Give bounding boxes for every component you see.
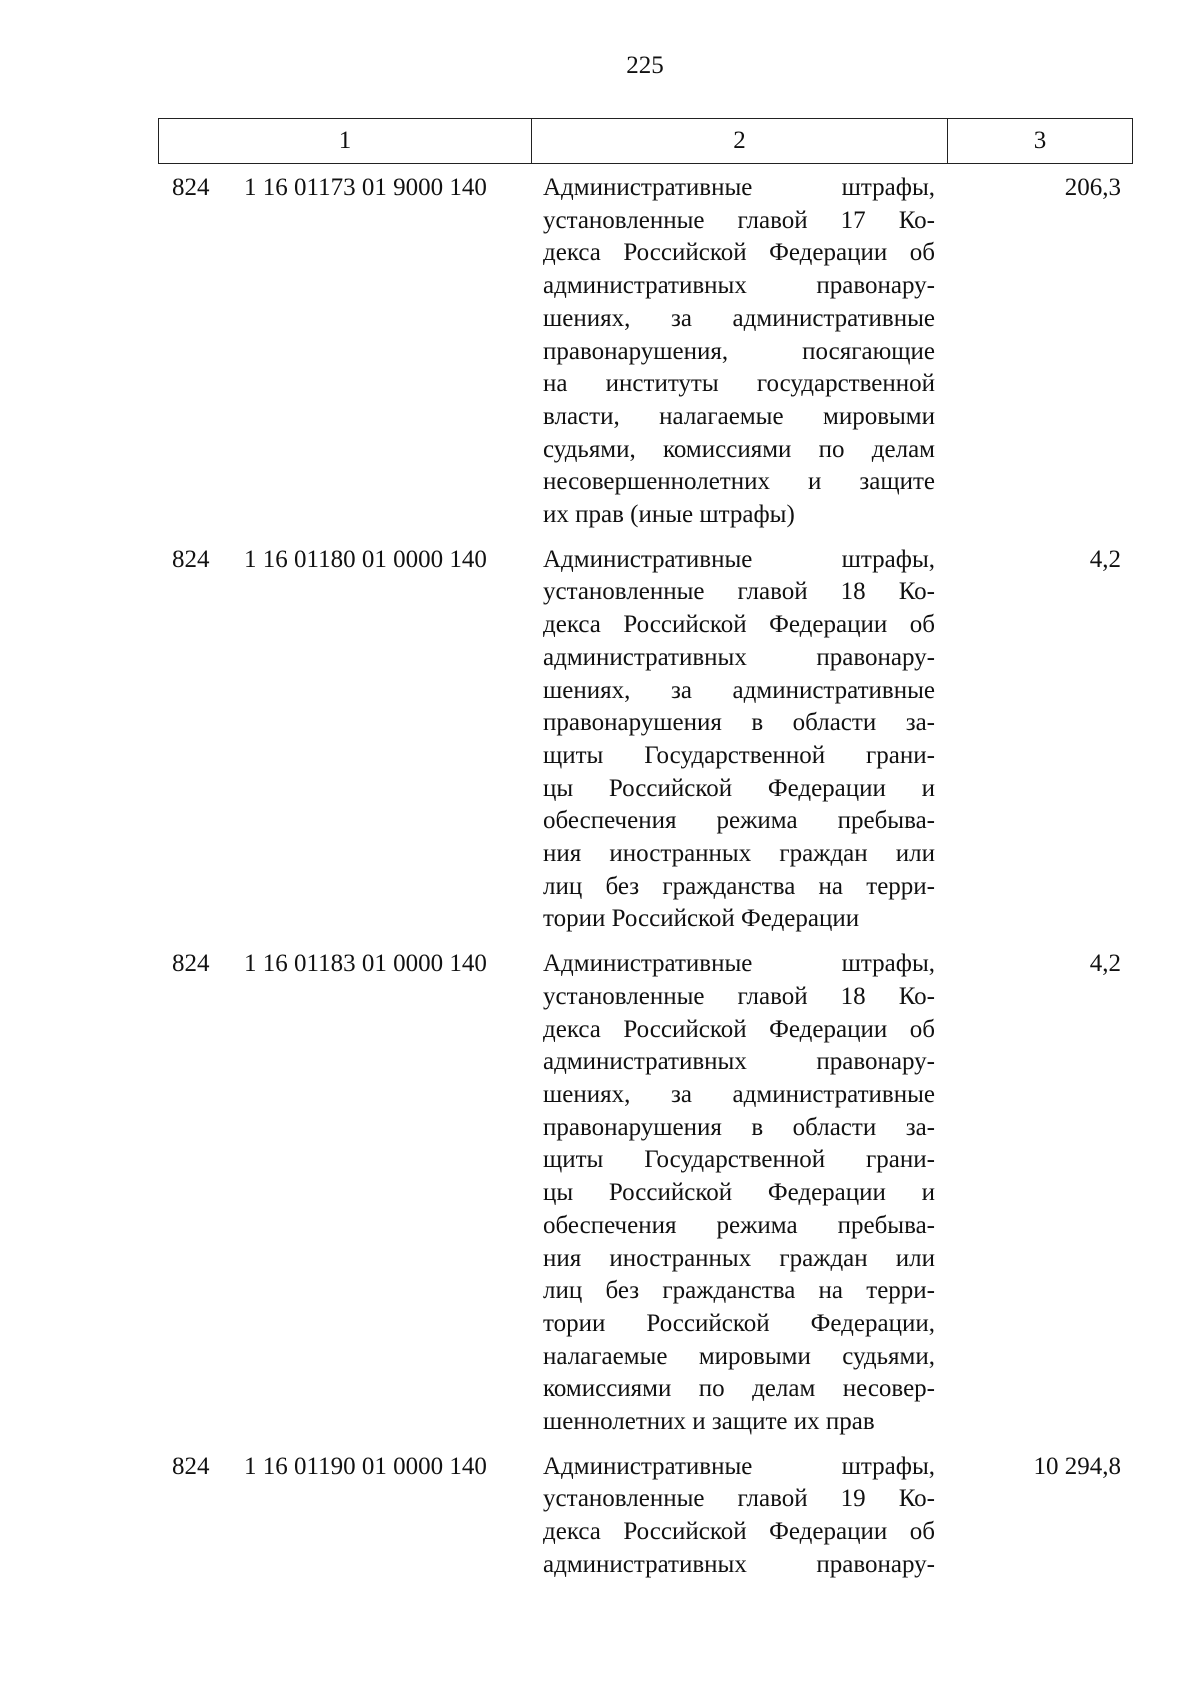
- table-body: [158, 172, 1133, 1582]
- revenue-name-line: Административные штрафы,: [543, 1452, 935, 1480]
- revenue-name-line: установленные главой 19 Ко-: [543, 1485, 935, 1513]
- revenue-name-line: установленные главой 17 Ко-: [543, 206, 935, 234]
- table-row: [158, 172, 1133, 532]
- table-header: [158, 118, 1133, 164]
- revenue-name-line: ния иностранных граждан или: [543, 840, 935, 868]
- revenue-name-line: комиссиями по делам несовер-: [543, 1375, 935, 1403]
- revenue-name-line: шениях, за административные: [543, 1080, 935, 1108]
- header-col-1: 1: [159, 119, 532, 163]
- revenue-name-line: цы Российской Федерации и: [543, 1179, 935, 1207]
- revenue-name-line: на институты государственной: [543, 370, 935, 398]
- header-col-3: 3: [1033, 127, 1047, 154]
- table-row: [158, 948, 1133, 1439]
- revenue-name-line: декса Российской Федерации об: [543, 611, 935, 639]
- revenue-name-line: шениях, за административные: [543, 304, 935, 332]
- revenue-name-line: шеннолетних и защите их прав: [543, 1408, 875, 1436]
- revenue-name-line: декса Российской Федерации об: [543, 1015, 935, 1043]
- header-col-2: 2: [532, 119, 948, 163]
- revenue-name-line: их прав (иные штрафы): [543, 501, 795, 529]
- revenue-name-line: несовершеннолетних и защите: [543, 468, 935, 496]
- revenue-name-line: декса Российской Федерации об: [543, 239, 935, 267]
- revenue-name: [543, 1451, 935, 1582]
- page-number: 225: [626, 52, 664, 79]
- admin-code: 824: [172, 950, 210, 978]
- revenue-name-line: административных правонару-: [543, 1550, 935, 1578]
- revenue-name-line: щиты Государственной грани-: [543, 1146, 935, 1174]
- revenue-code: 1 16 01180 01 0000 140: [244, 545, 487, 573]
- table-row: [158, 544, 1133, 936]
- revenue-name-line: административных правонару-: [543, 1048, 935, 1076]
- amount: 4,2: [1089, 950, 1121, 978]
- revenue-name-line: налагаемые мировыми судьями,: [543, 1342, 935, 1370]
- revenue-name-line: административных правонару-: [543, 272, 935, 300]
- revenue-name-line: шениях, за административные: [543, 676, 935, 704]
- revenue-name-line: Административные штрафы,: [543, 545, 935, 573]
- revenue-name-line: Административные штрафы,: [543, 950, 935, 978]
- revenue-name-line: лиц без гражданства на терри-: [543, 872, 935, 900]
- amount: 10 294,8: [1033, 1452, 1121, 1480]
- revenue-code: 1 16 01183 01 0000 140: [244, 950, 487, 978]
- revenue-name-line: установленные главой 18 Ко-: [543, 578, 935, 606]
- revenue-name-line: правонарушения в области за-: [543, 1113, 935, 1141]
- revenue-name: [543, 544, 935, 936]
- revenue-name-line: ния иностранных граждан или: [543, 1244, 935, 1272]
- amount: 4,2: [1089, 545, 1121, 573]
- revenue-name-line: щиты Государственной грани-: [543, 741, 935, 769]
- revenue-code: 1 16 01190 01 0000 140: [244, 1452, 487, 1480]
- revenue-name: [543, 948, 935, 1439]
- revenue-name-line: правонарушения, посягающие: [543, 337, 935, 365]
- admin-code: 824: [172, 174, 210, 201]
- revenue-name-line: обеспечения режима пребыва-: [543, 1211, 935, 1239]
- revenue-name-line: власти, налагаемые мировыми: [543, 402, 935, 430]
- revenue-name-line: судьями, комиссиями по делам: [543, 435, 935, 463]
- revenue-name-line: декса Российской Федерации об: [543, 1518, 935, 1546]
- admin-code: 824: [172, 545, 210, 573]
- revenue-name-line: тории Российской Федерации: [543, 905, 860, 933]
- revenue-code: 1 16 01173 01 9000 140: [244, 174, 487, 201]
- table-row: [158, 1451, 1133, 1582]
- admin-code: 824: [172, 1452, 210, 1480]
- revenue-name-line: лиц без гражданства на терри-: [543, 1277, 935, 1305]
- revenue-name-line: установленные главой 18 Ко-: [543, 982, 935, 1010]
- revenue-name-line: правонарушения в области за-: [543, 709, 935, 737]
- revenue-name-line: тории Российской Федерации,: [543, 1309, 935, 1337]
- revenue-name-line: Административные штрафы,: [543, 174, 935, 201]
- revenue-name-line: административных правонару-: [543, 643, 935, 671]
- revenue-name-line: обеспечения режима пребыва-: [543, 807, 935, 835]
- amount: 206,3: [1064, 174, 1121, 201]
- revenue-name: [543, 172, 935, 532]
- revenue-name-line: цы Российской Федерации и: [543, 774, 935, 802]
